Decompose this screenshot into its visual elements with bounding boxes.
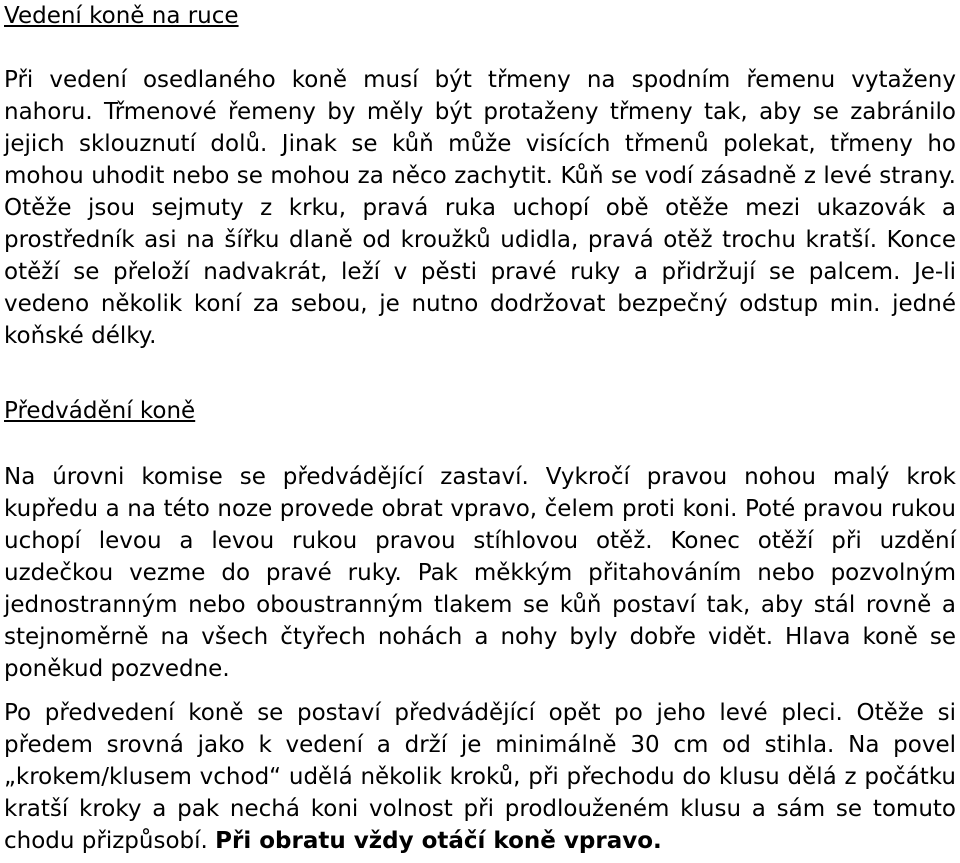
paragraph-presenting-horse-1: Na úrovni komise se předvádějící zastaví. Vykročí pravou nohou malý krok kupředu a na této noze provede obrat vpravo, čelem proti koni. Poté pravou rukou uchopí levou a levou rukou pravou stíhlovou otěž. Konec otěží při uzdění uzdečkou vezme do pravé ruky. Pak měkkým přitahováním nebo pozvolným jednostranným nebo oboustranným tlakem se kůň postaví tak, aby stál rovně a stejnoměrně na všech čtyřech nohách a nohy byly dobře vidět. Hlava koně se poněkud pozvedne.	[4, 464, 956, 682]
section-heading-presenting-horse: Předvádění koně	[4, 398, 196, 424]
section-heading-leading-horse: Vedení koně na ruce	[4, 3, 239, 29]
paragraph-presenting-horse-2	[4, 697, 956, 857]
paragraph-presenting-horse-2-text: Po předvedení koně se postaví předvádějící opět po jeho levé pleci. Otěže si předem srovná jako k vedení a drží je minimálně 30 cm od stihla. Na povel „krokem/klusem vchod“ udělá několik kroků, při přechodu do klusu dělá z počátku kratší kroky a pak nechá koni volnost při prodlouženém klusu a sám se tomuto chodu přizpůsobí.	[4, 700, 956, 854]
paragraph-leading-horse: Při vedení osedlaného koně musí být třmeny na spodním řemenu vytaženy nahoru. Třmenové řemeny by měly být protaženy třmeny tak, aby se zabránilo jejich sklouznutí dolů. Jinak se kůň může visících třmenů polekat, třmeny ho mohou uhodit nebo se mohou za něco zachytit. Kůň se vodí zásadně z levé strany. Otěže jsou sejmuty z krku, pravá ruka uchopí obě otěže mezi ukazovák a prostředník asi na šířku dlaně od kroužků udidla, pravá otěž trochu kratší. Konce otěží se přeloží nadvakrát, leží v pěsti pravé ruky a přidržují se palcem. Je-li vedeno několik koní za sebou, je nutno dodržovat bezpečný odstup min. jedné koňské délky.	[4, 67, 956, 349]
bold-instruction-turn-right: Při obratu vždy otáčí koně vpravo.	[215, 828, 662, 854]
